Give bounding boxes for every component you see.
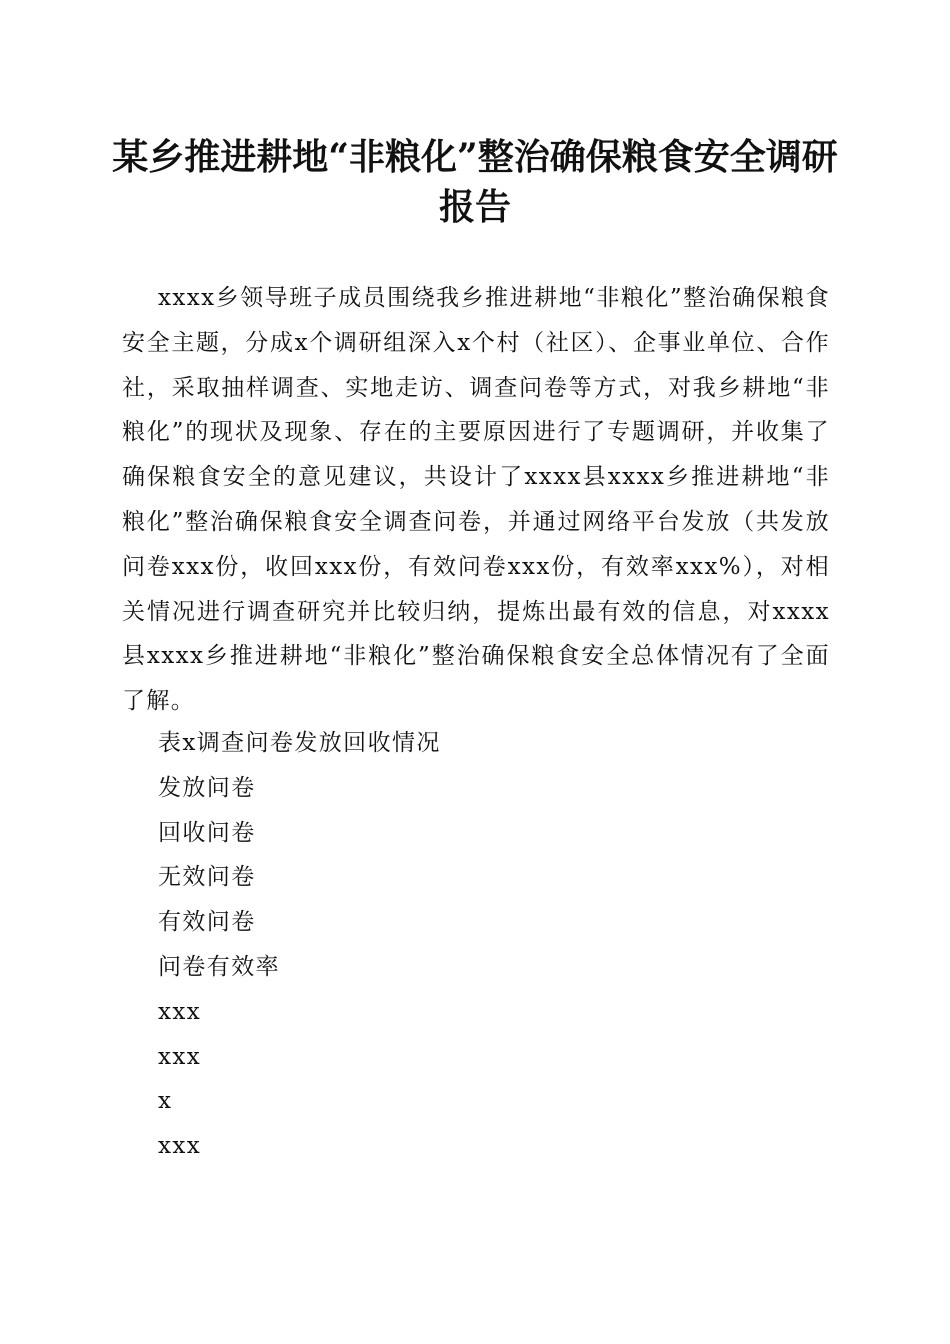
table-header-cell: 无效问卷 xyxy=(158,864,256,891)
intro-paragraph: xxxx乡领导班子成员围绕我乡推进耕地“非粮化”整治确保粮食安全主题，分成x个调研组深入x个村（社区）、企事业单位、合作社，采取抽样调查、实地走访、调查问卷等方式，对我乡耕地“非粮化”的现状及现象、存在的主要原因进行了专题调研，并收集了确保粮食安全的意见建议，共设计了xxxx县xxxx乡推进耕地“非粮化”整治确保粮食安全调查问卷，并通过网络平台发放（共发放问卷xxx份，收回xxx份，有效问卷xxx份，有效率xxx%），对相关情况进行调查研究并比较归纳，提炼出最有效的信息，对xxxx县xxxx乡推进耕地“非粮化”整治确保粮食安全总体情况有了全面了解。 xyxy=(122,285,830,715)
table-header-cell: 有效问卷 xyxy=(158,909,256,936)
table-value-cell: xxx xyxy=(158,998,202,1025)
table-header-cell: 发放问卷 xyxy=(158,774,256,801)
table-header-cell: 问卷有效率 xyxy=(158,953,280,980)
survey-table xyxy=(158,721,441,1169)
table-header-cell: 回收问卷 xyxy=(158,819,256,846)
table-caption: 表x调查问卷发放回收情况 xyxy=(158,730,441,756)
document-title: 某乡推进耕地“非粮化”整治确保粮食安全调研报告 xyxy=(112,136,838,228)
table-value-cell: xxx xyxy=(158,1043,202,1070)
table-value-cell: xxx xyxy=(158,1133,202,1160)
table-value-cell: x xyxy=(158,1088,173,1115)
